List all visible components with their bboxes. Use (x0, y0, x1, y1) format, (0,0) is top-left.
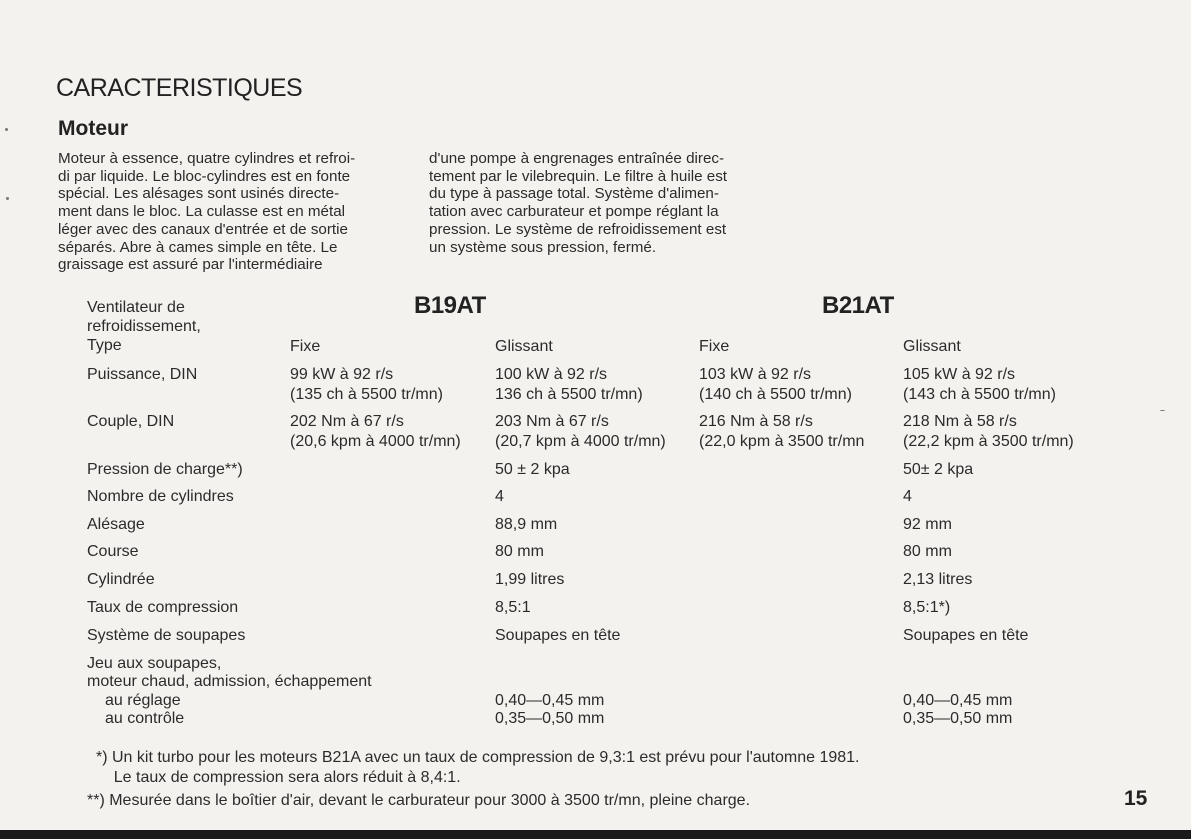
spec-value-compression-b19: 8,5:1 (495, 599, 531, 616)
spec-label-power: Puissance, DIN (87, 366, 198, 383)
spec-value-bore-b21: 92 mm (903, 516, 952, 533)
page-bottom-edge (0, 830, 1191, 839)
footnote-turbo-kit: *) Un kit turbo pour les moteurs B21A avec un taux de compression de 9,3:1 est prévu pour l'automne 1981. Le taux de compression sera alors réduit à 8,4:1. (96, 749, 860, 786)
spec-value-clearance-b21: 0,40—0,45 mm 0,35—0,50 mm (903, 692, 1013, 727)
spec-value-cylinders-b21: 4 (903, 488, 912, 505)
page-title: CARACTERISTIQUES (56, 74, 303, 102)
spec-label-displacement: Cylindrée (87, 571, 155, 588)
spec-label-fan: Ventilateur de refroidissement, Type (87, 299, 201, 354)
scan-speck (6, 197, 9, 200)
spec-value-boost-b19: 50 ± 2 kpa (495, 461, 570, 478)
spec-label-stroke: Course (87, 543, 139, 560)
spec-sublabel-clearance: au réglage au contrôle (105, 692, 185, 727)
spec-label-torque: Couple, DIN (87, 413, 175, 430)
spec-value-power-b19-sliding: 100 kW à 92 r/s 136 ch à 5500 tr/mn) (495, 366, 643, 403)
intro-text-column-1: Moteur à essence, quatre cylindres et refroi- di par liquide. Le bloc-cylindres est en fonte spécial. Les alésages sont usinés directe- ment dans le bloc. La culasse est en métal léger avec des canaux d'entrée et de sortie séparés. Abre à cames simple en tête. Le graissage est assuré par l'intermédiaire (58, 150, 356, 274)
spec-value-compression-b21: 8,5:1*) (903, 599, 951, 616)
spec-value-power-b19-fixed: 99 kW à 92 r/s (135 ch à 5500 tr/mn) (290, 366, 443, 403)
scan-speck (5, 128, 8, 131)
spec-label-valves: Système de soupapes (87, 627, 246, 644)
spec-value-torque-b19-sliding: 203 Nm à 67 r/s (20,7 kpm à 4000 tr/mn) (495, 413, 666, 450)
spec-value-boost-b21: 50± 2 kpa (903, 461, 974, 478)
spec-label-compression: Taux de compression (87, 599, 239, 616)
model-heading-b19at: B19AT (414, 292, 486, 319)
spec-value-b21-sliding: Glissant (903, 338, 961, 355)
section-title: Moteur (58, 117, 128, 140)
spec-value-stroke-b19: 80 mm (495, 543, 544, 560)
spec-label-boost: Pression de charge**) (87, 461, 243, 478)
model-heading-b21at: B21AT (822, 292, 894, 319)
spec-value-displacement-b21: 2,13 litres (903, 571, 973, 588)
spec-value-valves-b21: Soupapes en tête (903, 627, 1029, 644)
spec-value-torque-b19-fixed: 202 Nm à 67 r/s (20,6 kpm à 4000 tr/mn) (290, 413, 461, 450)
spec-value-displacement-b19: 1,99 litres (495, 571, 565, 588)
page-number: 15 (1124, 787, 1148, 810)
spec-value-bore-b19: 88,9 mm (495, 516, 558, 533)
spec-label-cylinders: Nombre de cylindres (87, 488, 234, 505)
spec-value-torque-b21-sliding: 218 Nm à 58 r/s (22,2 kpm à 3500 tr/mn) (903, 413, 1074, 450)
spec-value-stroke-b21: 80 mm (903, 543, 952, 560)
intro-text-column-2: d'une pompe à engrenages entraînée direc- tement par le vilebrequin. Le filtre à huile est du type à passage total. Système d'alimen- tation avec carburateur et pompe réglant la pression. Le système de refroidissement est un système sous pression, fermé. (429, 150, 728, 256)
spec-value-clearance-b19: 0,40—0,45 mm 0,35—0,50 mm (495, 692, 605, 727)
scan-speck (1160, 410, 1165, 411)
spec-value-torque-b21-fixed: 216 Nm à 58 r/s (22,0 kpm à 3500 tr/mn (699, 413, 865, 450)
spec-label-bore: Alésage (87, 516, 145, 533)
spec-value-power-b21-sliding: 105 kW à 92 r/s (143 ch à 5500 tr/mn) (903, 366, 1056, 403)
spec-value-power-b21-fixed: 103 kW à 92 r/s (140 ch à 5500 tr/mn) (699, 366, 852, 403)
spec-value-b19-sliding: Glissant (495, 338, 553, 355)
spec-value-cylinders-b19: 4 (495, 488, 504, 505)
footnote-boost-measurement: **) Mesurée dans le boîtier d'air, devant le carburateur pour 3000 à 3500 tr/mn, pleine charge. (87, 792, 751, 809)
spec-label-clearance: Jeu aux soupapes, moteur chaud, admission, échappement (87, 655, 372, 690)
spec-value-valves-b19: Soupapes en tête (495, 627, 621, 644)
spec-value-b21-fixed: Fixe (699, 338, 730, 355)
spec-value-b19-fixed: Fixe (290, 338, 321, 355)
